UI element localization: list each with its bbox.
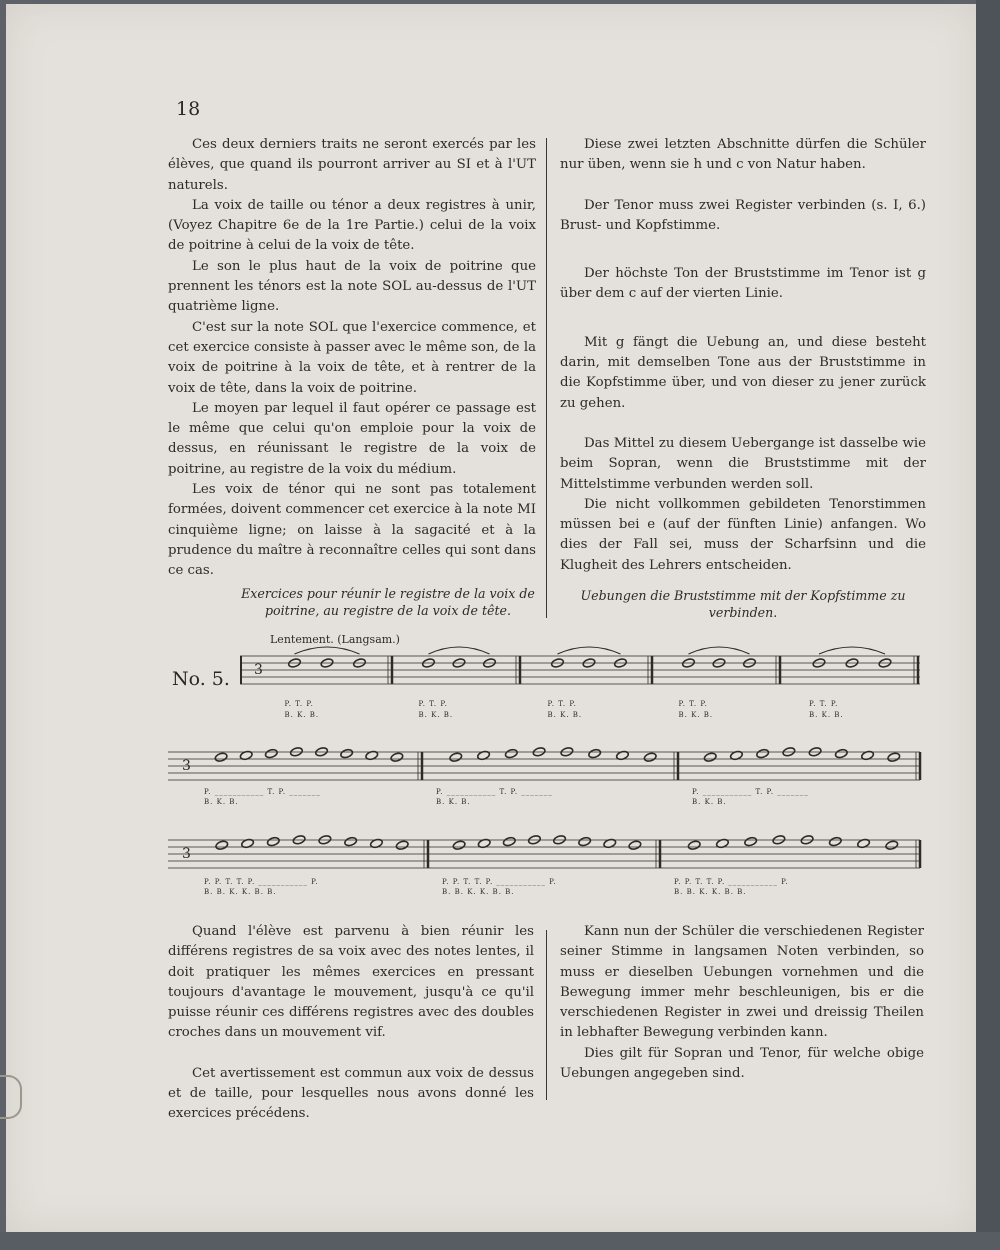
paragraph: Der Tenor muss zwei Register verbinden (s. I, 6.) Brust- und Kopfstimme. bbox=[560, 197, 926, 233]
paragraph: Ces deux derniers traits ne seront exercés par les élèves, que quand ils pourront arriver au SI et à l'UT naturels. bbox=[168, 137, 536, 193]
note bbox=[214, 752, 228, 763]
paragraph: Mit g fängt die Uebung an, und diese besteht darin, mit demselben Tone aus der Bruststimme in die Kopfstimme über, und von dieser zu jener zurück zu gehen. bbox=[560, 334, 926, 411]
register-mark: P. ___________ T. P. _______ bbox=[692, 788, 809, 796]
register-mark: B. B. K. K. B. B. bbox=[204, 888, 277, 896]
note bbox=[885, 840, 899, 851]
register-mark: P. ___________ T. P. _______ bbox=[204, 788, 321, 796]
note bbox=[703, 752, 717, 763]
note bbox=[887, 752, 901, 763]
slur bbox=[689, 647, 750, 654]
time-signature: 3 bbox=[182, 846, 191, 862]
note bbox=[835, 748, 849, 759]
note bbox=[744, 836, 758, 847]
slur bbox=[819, 647, 885, 654]
caption-german: Uebungen die Bruststimme mit der Kopfstimme zu verbinden. bbox=[580, 588, 906, 620]
note bbox=[452, 840, 466, 851]
note bbox=[628, 840, 642, 851]
paragraph: Kann nun der Schüler die verschiedenen Register seiner Stimme in langsamen Noten verbinden, so muss er dieselben Uebungen vornehmen und die Bewegung immer mehr beschleunigen, bis er die verschiedenen Register in zwei und dreissig Theilen in lebhafter Bewegung verbinden kann. bbox=[560, 924, 924, 1041]
time-signature: 3 bbox=[182, 758, 191, 774]
page-number: 18 bbox=[176, 98, 201, 120]
paragraph: Dies gilt für Sopran und Tenor, für welche obige Uebungen angegeben sind. bbox=[560, 1045, 924, 1082]
register-mark: P. P. T. T. P. ___________ P. bbox=[204, 878, 319, 886]
register-mark: B. K. B. bbox=[436, 798, 471, 806]
register-mark: P. P. T. T. P. ___________ P. bbox=[442, 878, 557, 886]
note bbox=[829, 836, 843, 847]
register-mark: B. K. B. bbox=[678, 711, 714, 719]
note bbox=[503, 836, 517, 847]
register-mark: P. T. P. bbox=[809, 700, 839, 708]
paragraph: Cet avertissement est commun aux voix de dessus et de taille, pour lesquelles nous avons donné les exercices précédens. bbox=[168, 1065, 534, 1122]
paragraph: Der höchste Ton der Bruststimme im Tenor ist g über dem c auf der vierten Linie. bbox=[560, 266, 926, 302]
exercise-label: No. 5. bbox=[172, 668, 230, 690]
note bbox=[340, 748, 354, 759]
register-mark: B. K. B. bbox=[204, 798, 239, 806]
paragraph: Die nicht vollkommen gebildeten Tenorstimmen müssen bei e (auf der fünften Linie) anfangen. Wo dies der Fall sei, muss der Scharfsinn und die Klugheit des Lehrers entscheiden. bbox=[560, 496, 926, 573]
note bbox=[395, 840, 409, 851]
note bbox=[588, 748, 602, 759]
paragraph: Das Mittel zu diesem Uebergange ist dasselbe wie beim Sopran, wenn die Bruststimme mit der Mittelstimme verbunden werden soll. bbox=[560, 435, 926, 492]
note bbox=[756, 748, 770, 759]
paragraph: Les voix de ténor qui ne sont pas totalement formées, doivent commencer cet exercice à la note MI cinquième ligne; on laisse à la sagacité et à la prudence du maître à reconnaître celles qui sont dans ce cas. bbox=[168, 482, 536, 579]
register-mark: P. T. P. bbox=[284, 700, 314, 708]
register-mark: B. B. K. K. B. B. bbox=[674, 888, 747, 896]
slur bbox=[295, 647, 360, 654]
register-mark: B. B. K. K. B. B. bbox=[442, 888, 515, 896]
register-mark: B. K. B. bbox=[547, 711, 583, 719]
french-text-bottom bbox=[168, 922, 534, 1125]
note bbox=[687, 840, 701, 851]
register-mark: P. T. P. bbox=[547, 700, 577, 708]
note bbox=[265, 748, 279, 759]
paragraph: Quand l'élève est parvenu à bien réunir les différens registres de sa voix avec des notes lentes, il doit pratiquer les mêmes exercices en pressant toujours d'avantage le mouvement, jusqu'à ce qu'il puisse réunir ces différens registres avec des doubles croches dans un mouvement vif. bbox=[168, 924, 534, 1041]
german-text-bottom bbox=[560, 922, 924, 1084]
slur bbox=[558, 647, 621, 654]
time-signature: 3 bbox=[254, 662, 263, 678]
register-mark: B. K. B. bbox=[284, 711, 320, 719]
column-divider-bottom bbox=[546, 930, 547, 1100]
register-mark: B. K. B. bbox=[418, 711, 454, 719]
note bbox=[344, 836, 358, 847]
paragraph: Le son le plus haut de la voix de poitrine que prennent les ténors est la note SOL au-dessus de l'UT quatrième ligne. bbox=[168, 258, 536, 315]
slur bbox=[429, 647, 490, 654]
register-mark: P. T. P. bbox=[678, 700, 708, 708]
clef bbox=[240, 656, 242, 684]
register-mark: B. K. B. bbox=[809, 711, 844, 719]
register-mark: P. ___________ T. P. _______ bbox=[436, 788, 553, 796]
paragraph: Diese zwei letzten Abschnitte dürfen die Schüler nur üben, wenn sie h und c von Natur haben. bbox=[560, 137, 926, 173]
register-mark: B. K. B. bbox=[692, 798, 727, 806]
register-mark: P. P. T. T. P. ___________ P. bbox=[674, 878, 789, 886]
note bbox=[578, 836, 592, 847]
paragraph: La voix de taille ou ténor a deux registres à unir, (Voyez Chapitre 6e de la 1re Partie.) celui de la voix de poitrine à celui de la voix de tête. bbox=[168, 197, 536, 254]
note bbox=[215, 840, 229, 851]
caption-french: Exercices pour réunir le registre de la voix de poitrine, au registre de la voix de tête. bbox=[241, 586, 535, 618]
tempo-marking: Lentement. (Langsam.) bbox=[270, 633, 400, 646]
note bbox=[267, 836, 281, 847]
note bbox=[449, 752, 463, 763]
note bbox=[390, 752, 404, 763]
note bbox=[505, 748, 519, 759]
note bbox=[643, 752, 657, 763]
paragraph: C'est sur la note SOL que l'exercice commence, et cet exercice consiste à passer avec le même son, de la voix de poitrine à la voix de tête, et à rentrer de la voix de tête, dans la voix de poitrine. bbox=[168, 319, 536, 396]
staff-system-2 bbox=[168, 752, 920, 780]
register-mark: P. T. P. bbox=[418, 700, 448, 708]
paragraph: Le moyen par lequel il faut opérer ce passage est le même que celui qu'on emploie pour la voix de dessus, en réunissant le registre de la voix de poitrine, au registre de la voix du médium. bbox=[168, 400, 536, 477]
